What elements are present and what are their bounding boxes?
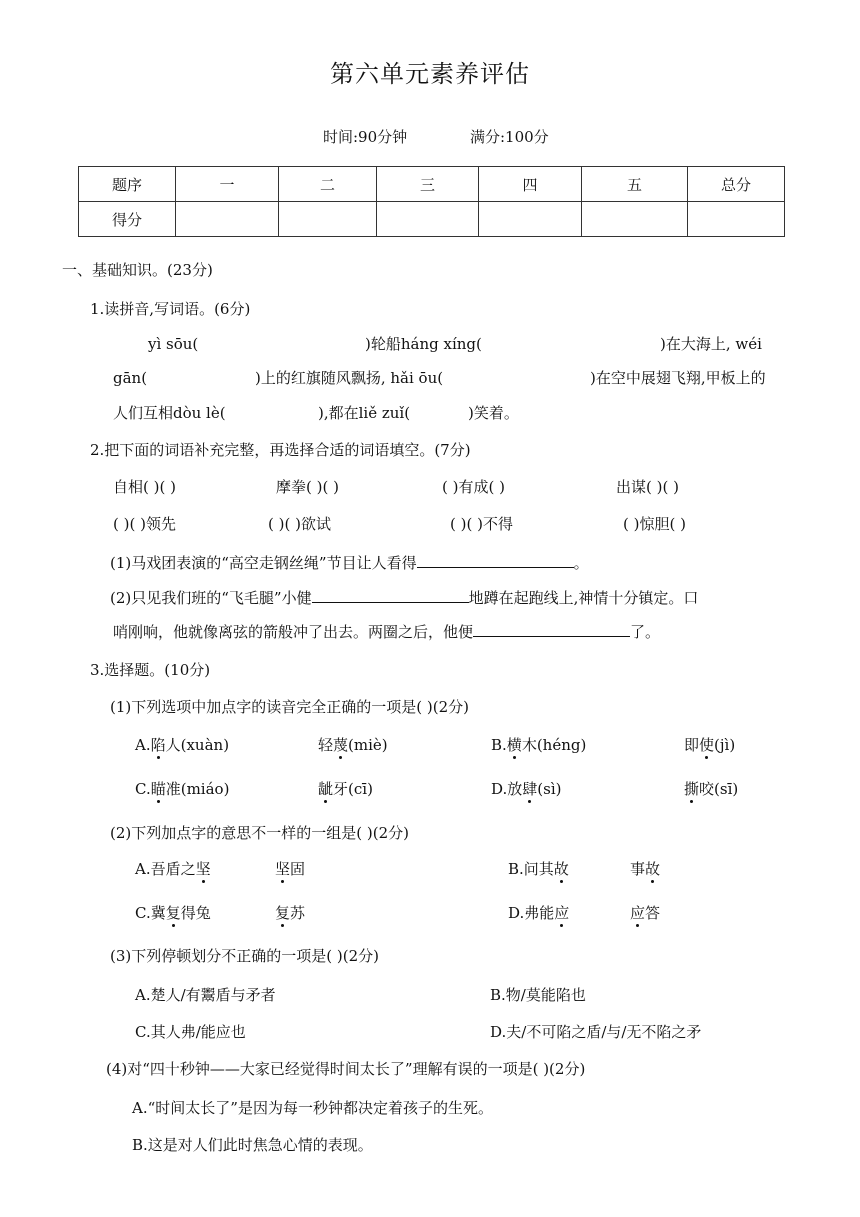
score-input-cell[interactable] (582, 202, 688, 237)
option-b[interactable]: B.物/莫能陷也 (490, 986, 586, 1004)
q3-sub-2-heading: (2)下列加点字的意思不一样的一组是( )(2分) (110, 824, 409, 842)
idiom-item: 出谋( )( ) (616, 478, 679, 496)
option-d[interactable] (491, 782, 561, 797)
option-text: 得兔 (180, 904, 211, 922)
option-text: 木(héng) (521, 736, 587, 754)
option-text: (sì) (537, 780, 562, 798)
option-b-word-2 (630, 862, 660, 877)
option-b-word-2 (684, 738, 735, 753)
option-text: A.吾盾之 (135, 860, 196, 878)
option-text: 答 (645, 904, 661, 922)
option-text: 牙(cī) (333, 780, 373, 798)
option-text: 准(miáo) (165, 780, 230, 798)
q1-text: )上的红旗随风飘扬, hǎi ōu( (255, 369, 444, 387)
answer-blank[interactable] (417, 567, 574, 568)
dotted-char: 故 (553, 860, 569, 878)
option-c-word-2 (275, 906, 305, 921)
full-score: 满分:100分 (470, 128, 549, 146)
sentence-text: 地蹲在起跑线上,神情十分镇定。口 (468, 589, 699, 607)
score-table (78, 166, 785, 237)
sentence-text: 了。 (630, 623, 661, 641)
dotted-char: 肆 (522, 780, 538, 798)
section-heading: 一、基础知识。(23分) (62, 261, 213, 279)
option-text: 固 (290, 860, 306, 878)
idiom-item: 摩拳( )( ) (276, 478, 339, 496)
q1-text: )在大海上, wéi (660, 335, 762, 353)
option-text: B. (491, 736, 507, 754)
question-3-heading: 3.选择题。(10分) (90, 661, 211, 679)
page-title: 第六单元素养评估 (330, 60, 530, 88)
dotted-char: 坚 (195, 860, 211, 878)
option-a[interactable]: A.楚人/有鬻盾与矛者 (135, 986, 276, 1004)
option-c[interactable] (135, 782, 229, 797)
option-text: 事 (630, 860, 646, 878)
option-text: C.冀 (135, 904, 166, 922)
score-input-cell[interactable] (479, 202, 582, 237)
idiom-item: ( )( )欲试 (268, 515, 331, 533)
option-b[interactable] (491, 738, 586, 753)
idiom-item: ( )( )领先 (113, 515, 176, 533)
score-table-cell: 得分 (79, 202, 176, 237)
option-text: 轻 (318, 736, 334, 754)
option-d[interactable] (508, 906, 569, 921)
option-c-word-2 (318, 782, 373, 797)
q1-text: )轮船háng xíng( (365, 335, 482, 353)
q3-sub-3-heading: (3)下列停顿划分不正确的一项是( )(2分) (110, 947, 379, 965)
option-b[interactable]: B.这是对人们此时焦急心情的表现。 (132, 1136, 373, 1154)
sentence-text: 哨刚响，他就像离弦的箭般冲了出去。两圈之后，他便 (113, 623, 474, 641)
dotted-char: 复 (275, 904, 291, 922)
dotted-char: 坚 (275, 860, 291, 878)
dotted-char: 龇 (318, 780, 334, 798)
option-text: A. (135, 736, 151, 754)
option-c[interactable] (135, 906, 211, 921)
option-a[interactable] (135, 738, 229, 753)
idiom-item: ( )( )不得 (450, 515, 513, 533)
q1-text: gān( (113, 369, 148, 387)
dotted-char: 故 (645, 860, 661, 878)
option-text: C. (135, 780, 151, 798)
score-table-cell: 二 (279, 167, 377, 202)
time-limit: 时间:90分钟 (323, 128, 408, 146)
q3-sub-4-heading: (4)对“四十秒钟——大家已经觉得时间太长了”理解有误的一项是( )(2分) (106, 1060, 586, 1078)
option-text: (miè) (348, 736, 388, 754)
option-text: D.放 (491, 780, 523, 798)
option-d[interactable]: D.夫/不可陷之盾/与/无不陷之矛 (490, 1023, 702, 1041)
answer-blank[interactable] (312, 602, 469, 603)
answer-blank[interactable] (473, 636, 630, 637)
option-a-word-2 (275, 862, 305, 877)
sentence-text: 。 (573, 554, 589, 572)
score-input-cell[interactable] (279, 202, 377, 237)
dotted-char: 复 (165, 904, 181, 922)
score-input-cell[interactable] (688, 202, 785, 237)
dotted-char: 撕 (684, 780, 700, 798)
score-table-cell: 五 (582, 167, 688, 202)
option-a-word-2 (318, 738, 388, 753)
fill-sentence-1 (110, 556, 589, 571)
idiom-item: ( )有成( ) (442, 478, 505, 496)
idiom-item: ( )惊胆( ) (623, 515, 686, 533)
q1-text: yì sōu( (148, 335, 199, 353)
dotted-char: 横 (506, 736, 522, 754)
score-table-cell: 一 (176, 167, 279, 202)
score-table-header-row (79, 167, 785, 202)
option-text: 咬(sī) (699, 780, 739, 798)
option-text: B.问其 (508, 860, 554, 878)
score-table-cell: 三 (377, 167, 479, 202)
option-text: 苏 (290, 904, 306, 922)
score-table-cell: 题序 (79, 167, 176, 202)
option-text: (jì) (714, 736, 736, 754)
option-d-word-2 (630, 906, 660, 921)
score-input-cell[interactable] (176, 202, 279, 237)
fill-sentence-2 (110, 591, 698, 606)
fill-sentence-2-cont (113, 625, 660, 640)
option-b[interactable] (508, 862, 569, 877)
q1-text: )在空中展翅飞翔,甲板上的 (590, 369, 766, 387)
option-a[interactable]: A.“时间太长了”是因为每一秒钟都决定着孩子的生死。 (132, 1099, 493, 1117)
dotted-char: 使 (699, 736, 715, 754)
dotted-char: 瞄 (150, 780, 166, 798)
dotted-char: 应 (554, 904, 570, 922)
sentence-text: (2)只见我们班的“飞毛腿”小健 (110, 589, 312, 607)
question-2-heading: 2.把下面的词语补充完整，再选择合适的词语填空。(7分) (90, 441, 471, 459)
score-input-cell[interactable] (377, 202, 479, 237)
option-c[interactable]: C.其人弗/能应也 (135, 1023, 246, 1041)
q1-text: 人们互相dòu lè( (113, 404, 226, 422)
dotted-char: 陷 (150, 736, 166, 754)
score-table-cell: 总分 (688, 167, 785, 202)
q3-sub-1-heading: (1)下列选项中加点字的读音完全正确的一项是( )(2分) (110, 698, 469, 716)
q1-text: ),都在liě zuǐ( (318, 404, 411, 422)
score-table-cell: 四 (479, 167, 582, 202)
sentence-text: (1)马戏团表演的“高空走钢丝绳”节目让人看得 (110, 554, 417, 572)
q1-text: )笑着。 (468, 404, 519, 422)
score-table-score-row (79, 202, 785, 237)
option-a[interactable] (135, 862, 211, 877)
idiom-item: 自相( )( ) (113, 478, 176, 496)
dotted-char: 蔑 (333, 736, 349, 754)
dotted-char: 应 (630, 904, 646, 922)
option-d-word-2 (684, 782, 738, 797)
option-text: 人(xuàn) (165, 736, 230, 754)
question-1-heading: 1.读拼音,写词语。(6分) (90, 300, 251, 318)
option-text: 即 (684, 736, 700, 754)
option-text: D.弗能 (508, 904, 555, 922)
